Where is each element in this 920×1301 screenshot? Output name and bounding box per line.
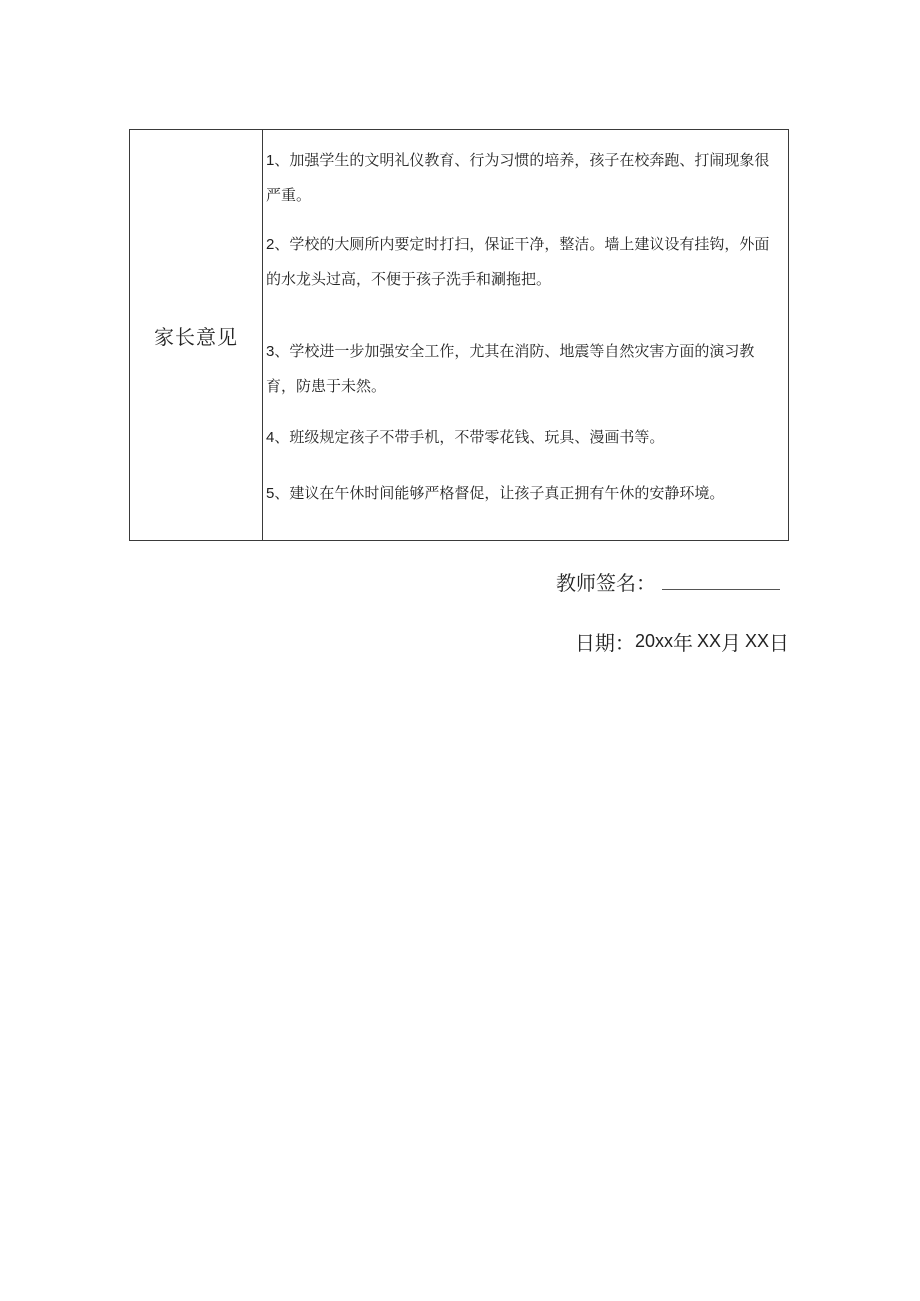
feedback-item bbox=[266, 227, 782, 297]
parent-feedback-content bbox=[263, 130, 788, 540]
date-month: XX bbox=[696, 630, 721, 651]
date-label: 日期： bbox=[574, 630, 635, 655]
feedback-item-number: 3 bbox=[266, 343, 275, 360]
feedback-item-text: 、学校进一步加强安全工作，尤其在消防、地震等自然灾害方面的演习教育，防患于未然。 bbox=[266, 342, 755, 395]
feedback-item-number: 4 bbox=[266, 429, 275, 446]
teacher-signature bbox=[556, 562, 790, 596]
feedback-item-text: 、班级规定孩子不带手机，不带零花钱、玩具、漫画书等。 bbox=[274, 428, 665, 446]
date-month-unit: 月 bbox=[720, 630, 741, 655]
feedback-item-text: 、学校的大厕所内要定时打扫，保证干净，整洁。墙上建议设有挂钩，外面的水龙头过高，不便于孩子洗手和涮拖把。 bbox=[266, 235, 770, 288]
parent-feedback-table bbox=[129, 129, 789, 541]
feedback-item bbox=[266, 143, 782, 213]
feedback-item bbox=[266, 334, 782, 404]
feedback-item-text: 、建议在午休时间能够严格督促，让孩子真正拥有午休的安静环境。 bbox=[274, 484, 725, 502]
feedback-item-number: 2 bbox=[266, 236, 275, 253]
feedback-item bbox=[266, 420, 782, 455]
date-year: 20xx bbox=[634, 630, 673, 651]
signature-blank-line[interactable] bbox=[662, 589, 780, 590]
date-day: XX bbox=[744, 630, 769, 651]
feedback-item bbox=[266, 476, 782, 511]
feedback-item-number: 5 bbox=[266, 485, 275, 502]
feedback-item-number: 1 bbox=[266, 152, 275, 169]
date-year-unit: 年 bbox=[672, 630, 693, 655]
teacher-signature-label: 教师签名： bbox=[556, 571, 656, 595]
parent-feedback-label: 家长意见 bbox=[130, 130, 263, 540]
feedback-item-text: 、加强学生的文明礼仪教育、行为习惯的培养，孩子在校奔跑、打闹现象很严重。 bbox=[266, 151, 770, 204]
date-row bbox=[575, 624, 789, 658]
date-day-unit: 日 bbox=[769, 630, 789, 655]
